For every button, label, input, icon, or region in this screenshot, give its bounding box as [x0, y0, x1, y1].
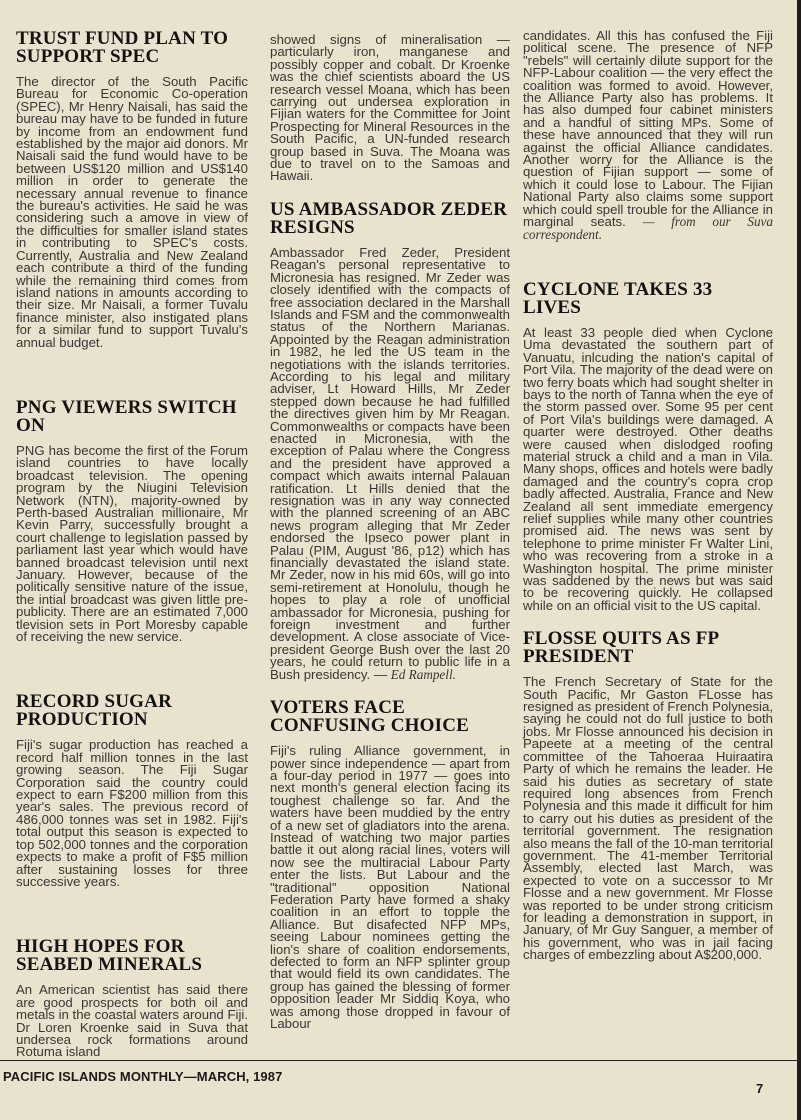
- headline: FLOSSE QUITS AS FP PRESIDENT: [523, 628, 719, 668]
- column-3: [523, 22, 773, 962]
- article-text: candidates. All this has confused the Fiji political scene. The presence of NFP "rebels" will certainly dilute support for the NFP-Labour coalition — the very effect the coalition was formed to avoid. However, the Alliance Party also has problems. It has also dumped four cabinet ministers and a handful of sitting MPs. Some of these have announced that they will run against the official Alliance candidates. Another worry for the Alliance is the question of Fijian support — some of which it could lose to Labour. The Fijian National Party also claims some support which could spell trouble for the Alliance in marginal seats.: [523, 28, 773, 230]
- article-body: The French Secretary of State for the South Pacific, Mr Gaston FLosse has resigned as president of French Polynesia, saying he could not do full justice to both jobs. Mr Flosse announced his decision in Papeete at a meeting of the central committee of the Tahoeraa Huiraatira Party of which he remains the leader. He said his duties as secretary of state required long absences from French Polynesia and this made it difficult for him to carry out his duties as president of the territorial government. The resignation also means the fall of the 10-man territorial government. The 41-member Territorial Assembly, elected last March, was expected to vote on a successor to Mr Flosse and a new government. Mr Flosse was reported to be under strong criticism for leading a demonstration in support, in January, of Mr Guy Sanguer, a member of his government, who was in jail facing charges of embezzling about A$200,000.: [523, 674, 773, 963]
- footer-rule: [0, 1060, 801, 1061]
- headline: HIGH HOPES FOR SEABED MINERALS: [16, 936, 203, 976]
- article-voters-choice: [270, 699, 510, 1030]
- page-edge-shadow: [797, 0, 801, 1120]
- article-flosse: [523, 630, 773, 961]
- article-seabed-continued: [270, 34, 510, 183]
- headline: TRUST FUND PLAN TO SUPPORT SPEC: [16, 28, 229, 67]
- article-cyclone: [523, 278, 773, 613]
- byline: — from our Suva correspondent.: [523, 214, 773, 242]
- article-body-continued: showed signs of mineralisation — particularly iron, manganese and possibly copper and cobalt. Dr Kroenke was the chief scientists aboard the US research vessel Moana, which has been carrying out undersea exploration in Fijian waters for the Committee for Joint Prospecting for Mineral Resources in the South Pacific, a UN-funded research group based in Suva. The Moana was due to travel on to the Samoas and Hawaii.: [270, 32, 510, 184]
- article-record-sugar: [16, 693, 248, 888]
- byline: Ed Rampell.: [390, 666, 456, 682]
- article-voters-continued: [523, 30, 773, 241]
- article-zeder-resigns: [270, 198, 510, 682]
- article-body: Fiji's sugar production has reached a record half million tonnes in the last growing season. The Fiji Sugar Corporation said the country could expect to earn F$200 million from this year's sales. The previous record of 486,000 tonnes was set in 1982. Fiji's total output this season is expected to top 502,000 tonnes and the corporation expects to make a profit of F$5 million after sustaining losses for three successive years.: [16, 737, 248, 889]
- article-body: Fiji's ruling Alliance government, in power since independence — apart from a four-day period in 1977 — goes into next month's general election facing its toughest challenge so far. And the waters have been muddied by the entry of a new set of gladiators into the arena. Instead of watching two major parties battle it out along racial lines, voters will now see the multiracial Labour Party enter the lists. But Labour and the "traditional" opposition National Federation Party have formed a shaky coalition in an effort to topple the Alliance. But disafected NFP MPs, seeing Labour nominees getting the lion's share of coalition endorsements, defected to form an NFP splinter group that would field its own candidates. The group has gained the blessing of former opposition leader Mr Siddiq Koya, who was among those dropped in favour of Labour: [270, 743, 510, 1032]
- column-1: [16, 22, 248, 1059]
- article-body: PNG has become the first of the Forum island countries to have locally broadcast television. The opening program by the Niugini Television Network (NTN), majority-owned by Perth-based Australian millionaire, Mr Kevin Parry, successfully brought a court challenge to legislation passed by parliament last year which would have banned broadcast television until next January. However, because of the politically sensitive nature of the issue, the intial broadcast was given little pre-publicity. There are an estimated 7,000 tlevision sets in Port Moresby capable of receiving the new service.: [16, 442, 248, 645]
- headline: VOTERS FACE CONFUSING CHOICE: [270, 697, 470, 737]
- article-body: The director of the South Pacific Bureau for Economic Co-operation (SPEC), Mr Henry Naisali, has said the bureau may have to be funded in future by income from an endowment fund established by the major aid donors. Mr Naisali said the fund would have to be between US$120 million and US$140 million in order to generate the necessary annual revenue to finance the bureau's activities. He said he was considering such a amove in view of the difficulties for smaller island states in contributing to SPEC's costs. Currently, Australia and New Zealand each contribute a third of the funding while the remaining third comes from island nations in amounts according to their size. Mr Naisali, a former Tuvalu finance minister, also instigated plans for a similar fund to support Tuvalu's annual budget.: [16, 74, 248, 350]
- article-png-viewers: [16, 396, 248, 645]
- article-trust-fund: [16, 30, 248, 349]
- article-seabed-minerals: [16, 938, 248, 1058]
- article-body: [270, 244, 510, 682]
- article-text: Ambassador Fred Zeder, President Reagan's personal representative to Micronesia has resigned. Mr Zeder was closely identified with the compacts of free association declared in the Marshall Islands and FSM and the commonwealth status of the Northern Marianas. Appointed by the Reagan administration in 1982, he led the US team in the negotiations with the islands territories. According to his legal and military adviser, Lt Howard Hills, Mr Zeder stepped down because he had fulfilled the directives given him by Mr Reagan. Commonwealths or compacts have been enacted in Micronesia, with the exception of Palau where the Congress and the president have approved a compact which awaits internal Palauan ratification. Lt Hills denied that the resignation was in any way connected with the planned screening of an ABC news program alleging that Mr Zeder endorsed the Ipseco power plant in Palau (PIM, August '86, p12) which has financially devastated the island state. Mr Zeder, now in his mid 60s, will go into semi-retirement at Honolulu, though he hopes to play a role of unofficial ambassador for Micronesia, pushing for foreign investment and further development. A close associate of Vice-president George Bush over the last 20 years, he could return to public life in a Bush presidency. —: [270, 244, 510, 682]
- column-2: [270, 22, 510, 1030]
- headline: PNG VIEWERS SWITCH ON: [16, 396, 237, 436]
- page-number: 7: [756, 1081, 764, 1096]
- headline: CYCLONE TAKES 33 LIVES: [523, 278, 713, 318]
- headline: RECORD SUGAR PRODUCTION: [16, 691, 172, 731]
- article-body: At least 33 people died when Cyclone Uma devastated the southern part of Vanuatu, inlcuding the nation's capital of Port Vila. The majority of the dead were on two ferry boats which had sought shelter in bays to the north of Tanna when the eye of the storm passed over. Some 95 per cent of Port Vila's buildings were damaged. A quarter were destroyed. Other deaths were caused when dislodged roofing material struck a child and a man in Vila. Many shops, offices and hotels were badly damaged and the country's copra crop badly affected. Australia, France and New Zealand all sent immediate emergency relief supplies while many other countries promised aid. The news was sent by telephone to prime minister Fr Walter Lini, who was recovering from a stroke in a Washington hospital. The prime minister was saddened by the news but was said to be recovering quickly. He collapsed while on an official visit to the US capital.: [523, 324, 773, 613]
- publication-footer: PACIFIC ISLANDS MONTHLY—MARCH, 1987: [3, 1069, 283, 1084]
- article-body: An American scientist has said there are good prospects for both oil and metals in the coastal waters around Fiji. Dr Loren Kroenke said in Suva that undersea rock formations around Rotuma island: [16, 982, 248, 1060]
- headline: US AMBASSADOR ZEDER RESIGNS: [270, 198, 508, 238]
- article-body-continued: [523, 30, 773, 241]
